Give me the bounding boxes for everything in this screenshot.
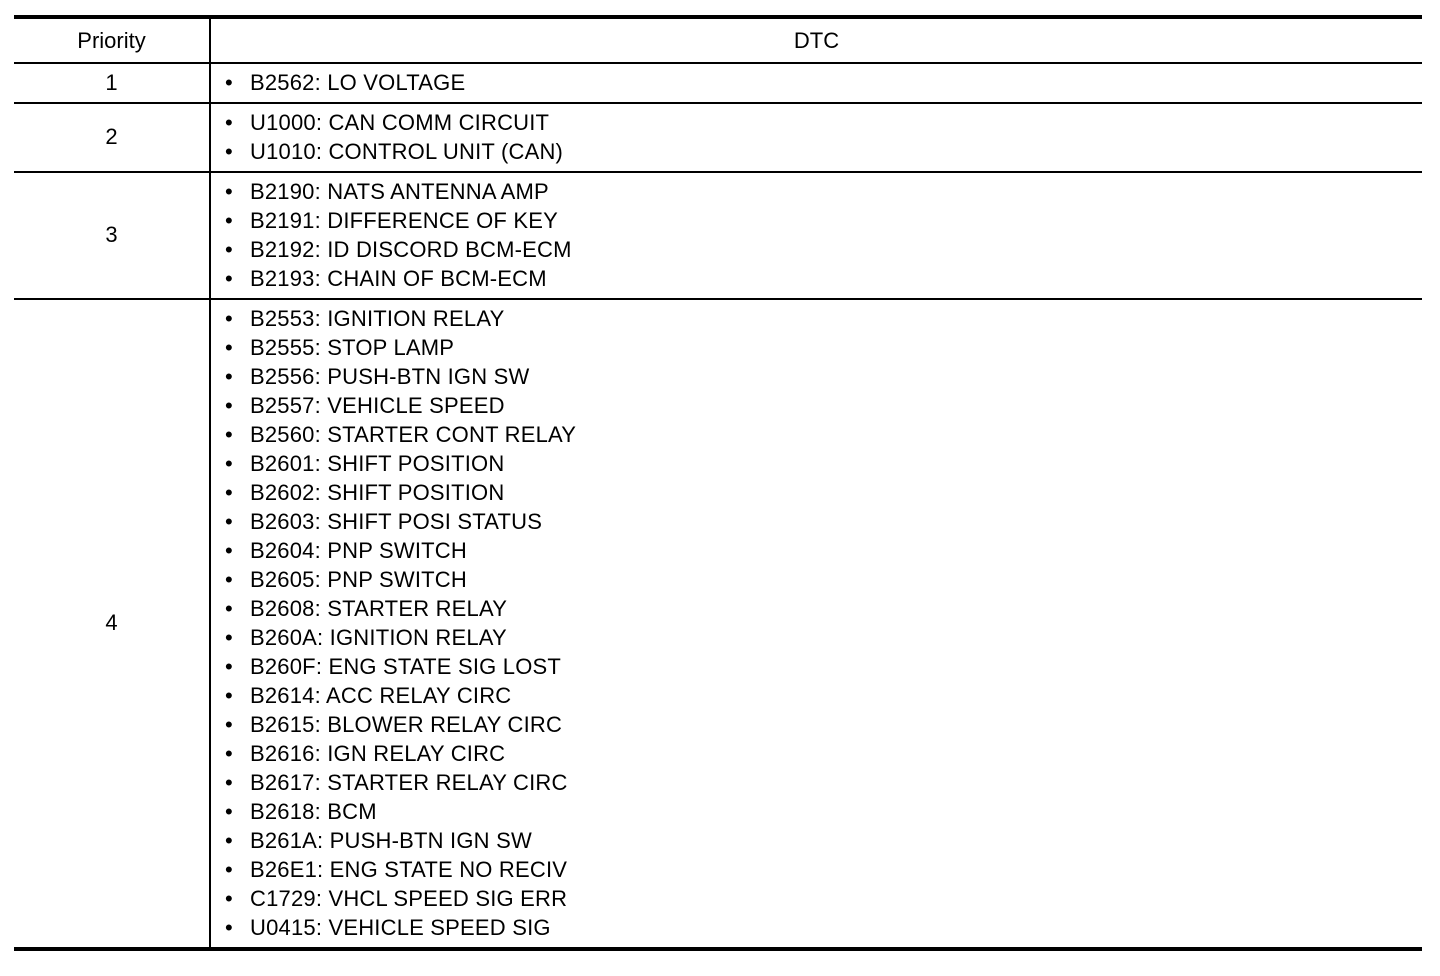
- dtc-code-text: B26E1: ENG STATE NO RECIV: [250, 857, 568, 882]
- dtc-code-text: B2614: ACC RELAY CIRC: [250, 683, 512, 708]
- dtc-code-text: U0415: VEHICLE SPEED SIG: [250, 915, 551, 940]
- bullet-icon: •: [225, 70, 233, 95]
- dtc-code-text: B2190: NATS ANTENNA AMP: [250, 179, 549, 204]
- dtc-cell: [210, 299, 1422, 949]
- dtc-list-item: [225, 206, 1422, 235]
- dtc-code-text: B2556: PUSH-BTN IGN SW: [250, 364, 530, 389]
- dtc-code-text: B2601: SHIFT POSITION: [250, 451, 505, 476]
- dtc-list-item: [225, 681, 1422, 710]
- bullet-icon: •: [225, 237, 233, 262]
- bullet-icon: •: [225, 538, 233, 563]
- priority-cell: 3: [14, 172, 210, 299]
- bullet-icon: •: [225, 654, 233, 679]
- dtc-column-header: DTC: [210, 17, 1422, 63]
- bullet-icon: •: [225, 857, 233, 882]
- table-row: [14, 103, 1422, 172]
- bullet-icon: •: [225, 266, 233, 291]
- table-header-row: [14, 17, 1422, 63]
- bullet-icon: •: [225, 179, 233, 204]
- dtc-cell: [210, 63, 1422, 103]
- dtc-code-text: B2602: SHIFT POSITION: [250, 480, 505, 505]
- dtc-list: [211, 108, 1422, 166]
- dtc-list-item: [225, 449, 1422, 478]
- dtc-list-item: [225, 507, 1422, 536]
- dtc-code-text: B2192: ID DISCORD BCM-ECM: [250, 237, 572, 262]
- dtc-list-item: [225, 264, 1422, 293]
- dtc-code-text: B2608: STARTER RELAY: [250, 596, 508, 621]
- bullet-icon: •: [225, 625, 233, 650]
- dtc-code-text: B261A: PUSH-BTN IGN SW: [250, 828, 532, 853]
- bullet-icon: •: [225, 451, 233, 476]
- dtc-code-text: C1729: VHCL SPEED SIG ERR: [250, 886, 568, 911]
- dtc-cell: [210, 172, 1422, 299]
- dtc-code-text: B2555: STOP LAMP: [250, 335, 455, 360]
- table-body: [14, 63, 1422, 949]
- dtc-priority-table: [14, 15, 1422, 951]
- dtc-list-item: [225, 768, 1422, 797]
- dtc-code-text: B2603: SHIFT POSI STATUS: [250, 509, 543, 534]
- dtc-code-text: B2604: PNP SWITCH: [250, 538, 467, 563]
- dtc-code-text: U1010: CONTROL UNIT (CAN): [250, 139, 564, 164]
- bullet-icon: •: [225, 208, 233, 233]
- bullet-icon: •: [225, 886, 233, 911]
- bullet-icon: •: [225, 306, 233, 331]
- dtc-list-item: [225, 826, 1422, 855]
- dtc-list-item: [225, 177, 1422, 206]
- dtc-code-text: B260F: ENG STATE SIG LOST: [250, 654, 562, 679]
- dtc-list-item: [225, 333, 1422, 362]
- bullet-icon: •: [225, 683, 233, 708]
- dtc-code-text: U1000: CAN COMM CIRCUIT: [250, 110, 550, 135]
- dtc-code-text: B2615: BLOWER RELAY CIRC: [250, 712, 563, 737]
- bullet-icon: •: [225, 828, 233, 853]
- dtc-list-item: [225, 565, 1422, 594]
- bullet-icon: •: [225, 770, 233, 795]
- dtc-list-item: [225, 536, 1422, 565]
- bullet-icon: •: [225, 915, 233, 940]
- dtc-list-item: [225, 797, 1422, 826]
- bullet-icon: •: [225, 596, 233, 621]
- dtc-list: [211, 177, 1422, 293]
- bullet-icon: •: [225, 712, 233, 737]
- bullet-icon: •: [225, 335, 233, 360]
- priority-cell: 4: [14, 299, 210, 949]
- bullet-icon: •: [225, 364, 233, 389]
- bullet-icon: •: [225, 741, 233, 766]
- dtc-code-text: B2560: STARTER CONT RELAY: [250, 422, 577, 447]
- dtc-list-item: [225, 420, 1422, 449]
- dtc-list-item: [225, 855, 1422, 884]
- table-row: [14, 63, 1422, 103]
- dtc-list-item: [225, 391, 1422, 420]
- bullet-icon: •: [225, 480, 233, 505]
- dtc-list-item: [225, 304, 1422, 333]
- dtc-code-text: B260A: IGNITION RELAY: [250, 625, 507, 650]
- priority-cell: 1: [14, 63, 210, 103]
- dtc-code-text: B2557: VEHICLE SPEED: [250, 393, 505, 418]
- dtc-list: [211, 68, 1422, 97]
- dtc-code-text: B2193: CHAIN OF BCM-ECM: [250, 266, 547, 291]
- dtc-code-text: B2616: IGN RELAY CIRC: [250, 741, 506, 766]
- table-row: [14, 299, 1422, 949]
- dtc-code-text: B2191: DIFFERENCE OF KEY: [250, 208, 558, 233]
- dtc-code-text: B2553: IGNITION RELAY: [250, 306, 505, 331]
- dtc-list-item: [225, 623, 1422, 652]
- dtc-list-item: [225, 235, 1422, 264]
- bullet-icon: •: [225, 110, 233, 135]
- dtc-list-item: [225, 362, 1422, 391]
- dtc-list-item: [225, 913, 1422, 942]
- bullet-icon: •: [225, 422, 233, 447]
- dtc-code-text: B2617: STARTER RELAY CIRC: [250, 770, 568, 795]
- dtc-code-text: B2605: PNP SWITCH: [250, 567, 467, 592]
- dtc-list: [211, 304, 1422, 942]
- dtc-list-item: [225, 68, 1422, 97]
- priority-column-header: Priority: [14, 17, 210, 63]
- dtc-code-text: B2618: BCM: [250, 799, 377, 824]
- priority-cell: 2: [14, 103, 210, 172]
- dtc-list-item: [225, 710, 1422, 739]
- bullet-icon: •: [225, 799, 233, 824]
- bullet-icon: •: [225, 393, 233, 418]
- table-row: [14, 172, 1422, 299]
- dtc-list-item: [225, 137, 1422, 166]
- dtc-list-item: [225, 739, 1422, 768]
- dtc-cell: [210, 103, 1422, 172]
- dtc-list-item: [225, 108, 1422, 137]
- dtc-list-item: [225, 652, 1422, 681]
- bullet-icon: •: [225, 509, 233, 534]
- dtc-code-text: B2562: LO VOLTAGE: [250, 70, 466, 95]
- bullet-icon: •: [225, 139, 233, 164]
- dtc-list-item: [225, 884, 1422, 913]
- dtc-list-item: [225, 594, 1422, 623]
- dtc-list-item: [225, 478, 1422, 507]
- bullet-icon: •: [225, 567, 233, 592]
